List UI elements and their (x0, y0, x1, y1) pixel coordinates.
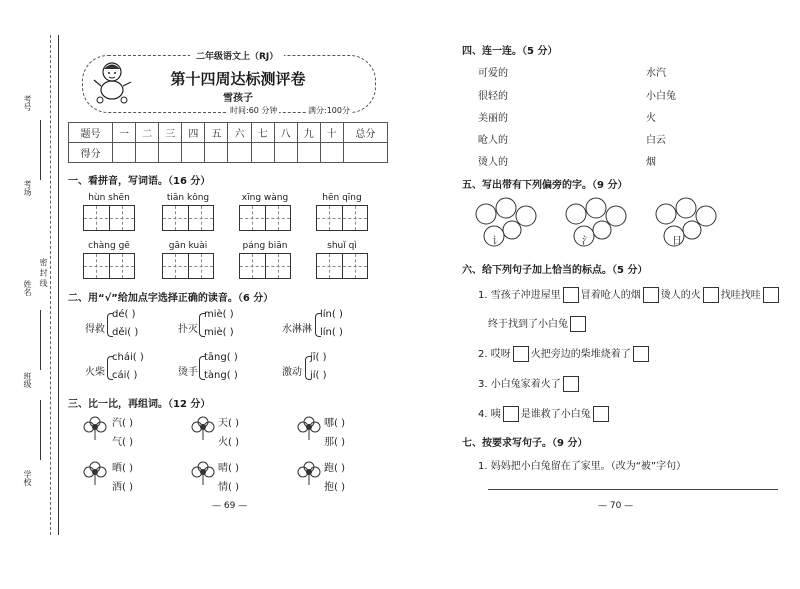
rewrite-question: 1. 妈妈把小白兔留在了家里。（改为“被”字句） (478, 461, 687, 472)
page-number-right: — 70 — (598, 501, 634, 511)
compare-word[interactable]: 抱( ) (324, 482, 345, 493)
sentence-1-continued (488, 315, 588, 332)
label-school: 学校 (23, 470, 32, 486)
score-input-cell[interactable] (182, 143, 205, 163)
flower-icon (296, 460, 322, 486)
punctuation-box[interactable] (563, 376, 579, 392)
reading-option[interactable]: děi( ) (112, 327, 139, 338)
sentence-text: 冒着呛人的烟 (580, 290, 641, 301)
match-left-item[interactable]: 很轻的 (478, 91, 508, 102)
pinyin: shuǐ qì (327, 241, 357, 251)
sentence-3 (478, 375, 581, 392)
match-left-item[interactable]: 美丽的 (478, 113, 508, 124)
match-right-item[interactable]: 小白兔 (646, 91, 676, 102)
sentence-1 (478, 286, 781, 303)
word: 火柴 (85, 367, 105, 378)
reading-option[interactable]: tāng( ) (204, 352, 238, 363)
exam-title: 第十四周达标测评卷 (170, 70, 306, 88)
writing-grid[interactable] (239, 205, 291, 231)
table-cell: 六 (228, 123, 251, 143)
word: 水淋淋 (282, 324, 312, 335)
table-cell: 八 (274, 123, 297, 143)
sentence-text: 终于找到了小白兔 (488, 319, 568, 330)
label-name: 姓名 (23, 280, 32, 296)
label-seal-line: 密 封 线 (39, 258, 48, 288)
score-input-cell[interactable] (251, 143, 274, 163)
table-row (69, 143, 388, 163)
fill-line (40, 310, 41, 370)
match-left-item[interactable]: 烫人的 (478, 157, 508, 168)
compare-word[interactable]: 晒( ) (112, 463, 133, 474)
punctuation-box[interactable] (570, 316, 586, 332)
binding-line (58, 35, 59, 535)
table-row (69, 123, 388, 143)
sentence-text: 火把旁边的柴堆烧着了 (530, 349, 631, 360)
match-left-item[interactable]: 可爱的 (478, 68, 508, 79)
compare-word[interactable]: 火( ) (218, 437, 239, 448)
writing-grid[interactable] (162, 253, 214, 279)
pinyin: hùn shēn (88, 193, 130, 203)
punctuation-box[interactable] (703, 287, 719, 303)
compare-word[interactable]: 哪( ) (324, 418, 345, 429)
table-cell: 总分 (343, 123, 387, 143)
flower-icon (82, 460, 108, 486)
flower-icon (190, 460, 216, 486)
match-right-item[interactable]: 火 (646, 113, 656, 124)
pinyin: hēn qīng (322, 193, 362, 203)
match-right-item[interactable]: 白云 (646, 135, 666, 146)
score-input-cell[interactable] (274, 143, 297, 163)
answer-line[interactable] (488, 489, 778, 490)
word: 激动 (282, 367, 302, 378)
score-input-cell[interactable] (205, 143, 228, 163)
writing-grid[interactable] (162, 205, 214, 231)
score-input-cell[interactable] (159, 143, 182, 163)
radical-cloud-icon (472, 196, 542, 252)
radical: 氵 (582, 236, 592, 247)
sentence-text: 4. 咦 (478, 409, 501, 420)
section-4-heading: 四、连一连。（5 分） (462, 46, 558, 57)
table-cell: 三 (159, 123, 182, 143)
sentence-text: 2. 哎呀 (478, 349, 511, 360)
word: 烫手 (178, 367, 198, 378)
score-input-cell[interactable] (297, 143, 320, 163)
label-exam-number: 考号 (23, 95, 32, 111)
binding-dashed-line (50, 35, 51, 535)
reading-option[interactable]: jī( ) (310, 352, 327, 363)
table-cell: 二 (136, 123, 159, 143)
snow-child-illustration-icon (92, 60, 134, 104)
table-cell: 五 (205, 123, 228, 143)
word: 扑灭 (178, 324, 198, 335)
table-cell: 得分 (69, 143, 113, 163)
compare-word[interactable]: 晴( ) (218, 463, 239, 474)
flower-icon (82, 415, 108, 441)
score-input-cell[interactable] (228, 143, 251, 163)
fill-line (40, 120, 41, 180)
writing-grid[interactable] (83, 253, 135, 279)
punctuation-box[interactable] (513, 346, 529, 362)
compare-word[interactable]: 天( ) (218, 418, 239, 429)
table-cell: 九 (297, 123, 320, 143)
table-cell: 一 (113, 123, 136, 143)
compare-word[interactable]: 气( ) (112, 437, 133, 448)
flower-icon (190, 415, 216, 441)
section-7-heading: 七、按要求写句子。（9 分） (462, 438, 588, 449)
punctuation-box[interactable] (643, 287, 659, 303)
punctuation-box[interactable] (633, 346, 649, 362)
pinyin: xīng wàng (241, 193, 289, 203)
match-right-item[interactable]: 水汽 (646, 68, 666, 79)
radical: 日 (672, 236, 682, 247)
sentence-text: 找哇找哇 (720, 290, 761, 301)
score-table (68, 122, 388, 163)
section-6-heading: 六、给下列句子加上恰当的标点。（5 分） (462, 265, 648, 276)
lesson-title: 雪孩子 (223, 93, 253, 104)
section-2-heading: 二、用“√”给加点字选择正确的读音。（6 分） (68, 293, 274, 304)
pinyin: páng biān (242, 241, 288, 251)
pinyin: tiān kōng (166, 193, 210, 203)
compare-word[interactable]: 汽( ) (112, 418, 133, 429)
punctuation-box[interactable] (593, 406, 609, 422)
radical-cloud-icon (652, 196, 722, 252)
compare-word[interactable]: 情( ) (218, 482, 239, 493)
sentence-text: 1. 雪孩子冲进屋里 (478, 290, 561, 301)
reading-option[interactable]: jí( ) (310, 370, 327, 381)
radical-cloud-icon (562, 196, 632, 252)
punctuation-box[interactable] (563, 287, 579, 303)
match-right-item[interactable]: 烟 (646, 157, 656, 168)
pinyin: chàng gē (88, 241, 130, 251)
reading-option[interactable]: cái( ) (112, 370, 138, 381)
flower-icon (296, 415, 322, 441)
sentence-4 (478, 405, 611, 422)
word: 得救 (85, 324, 105, 335)
label-class: 班级 (23, 372, 32, 388)
pinyin: gān kuài (168, 241, 208, 251)
full-score: 满分:100分 (308, 106, 350, 115)
table-cell: 十 (320, 123, 343, 143)
compare-word[interactable]: 洒( ) (112, 482, 133, 493)
match-left-item[interactable]: 呛人的 (478, 135, 508, 146)
page-number-left: — 69 — (212, 501, 248, 511)
time-limit: 时间:60 分钟 (230, 106, 278, 115)
reading-option[interactable]: tàng( ) (204, 370, 238, 381)
reading-option[interactable]: miè( ) (204, 309, 234, 320)
reading-option[interactable]: dé( ) (112, 309, 136, 320)
sentence-text: 3. 小白兔家着火了 (478, 379, 561, 390)
section-5-heading: 五、写出带有下列偏旁的字。（9 分） (462, 180, 628, 191)
table-cell: 四 (182, 123, 205, 143)
compare-word[interactable]: 那( ) (324, 437, 345, 448)
writing-grid[interactable] (239, 253, 291, 279)
score-input-cell[interactable] (320, 143, 343, 163)
punctuation-box[interactable] (763, 287, 779, 303)
reading-option[interactable]: chái( ) (112, 352, 144, 363)
reading-option[interactable]: miè( ) (204, 327, 234, 338)
score-input-cell[interactable] (343, 143, 387, 163)
label-exam-room: 考场 (23, 180, 32, 196)
writing-grid[interactable] (316, 253, 368, 279)
punctuation-box[interactable] (503, 406, 519, 422)
score-input-cell[interactable] (113, 143, 136, 163)
reading-option[interactable]: lín( ) (320, 309, 343, 320)
sentence-text: 是谁救了小白兔 (520, 409, 591, 420)
writing-grid[interactable] (83, 205, 135, 231)
sentence-2 (478, 345, 651, 362)
table-cell: 题号 (69, 123, 113, 143)
reading-option[interactable]: lín( ) (320, 327, 343, 338)
score-input-cell[interactable] (136, 143, 159, 163)
sentence-text: 烫人的火 (660, 290, 701, 301)
radical: 讠 (492, 236, 502, 247)
grade-label: 二年级语文上（RJ） (190, 49, 284, 62)
writing-grid[interactable] (316, 205, 368, 231)
fill-line (40, 400, 41, 460)
section-1-heading: 一、看拼音，写词语。（16 分） (68, 176, 211, 187)
section-3-heading: 三、比一比，再组词。（12 分） (68, 399, 211, 410)
table-cell: 七 (251, 123, 274, 143)
compare-word[interactable]: 跑( ) (324, 463, 345, 474)
